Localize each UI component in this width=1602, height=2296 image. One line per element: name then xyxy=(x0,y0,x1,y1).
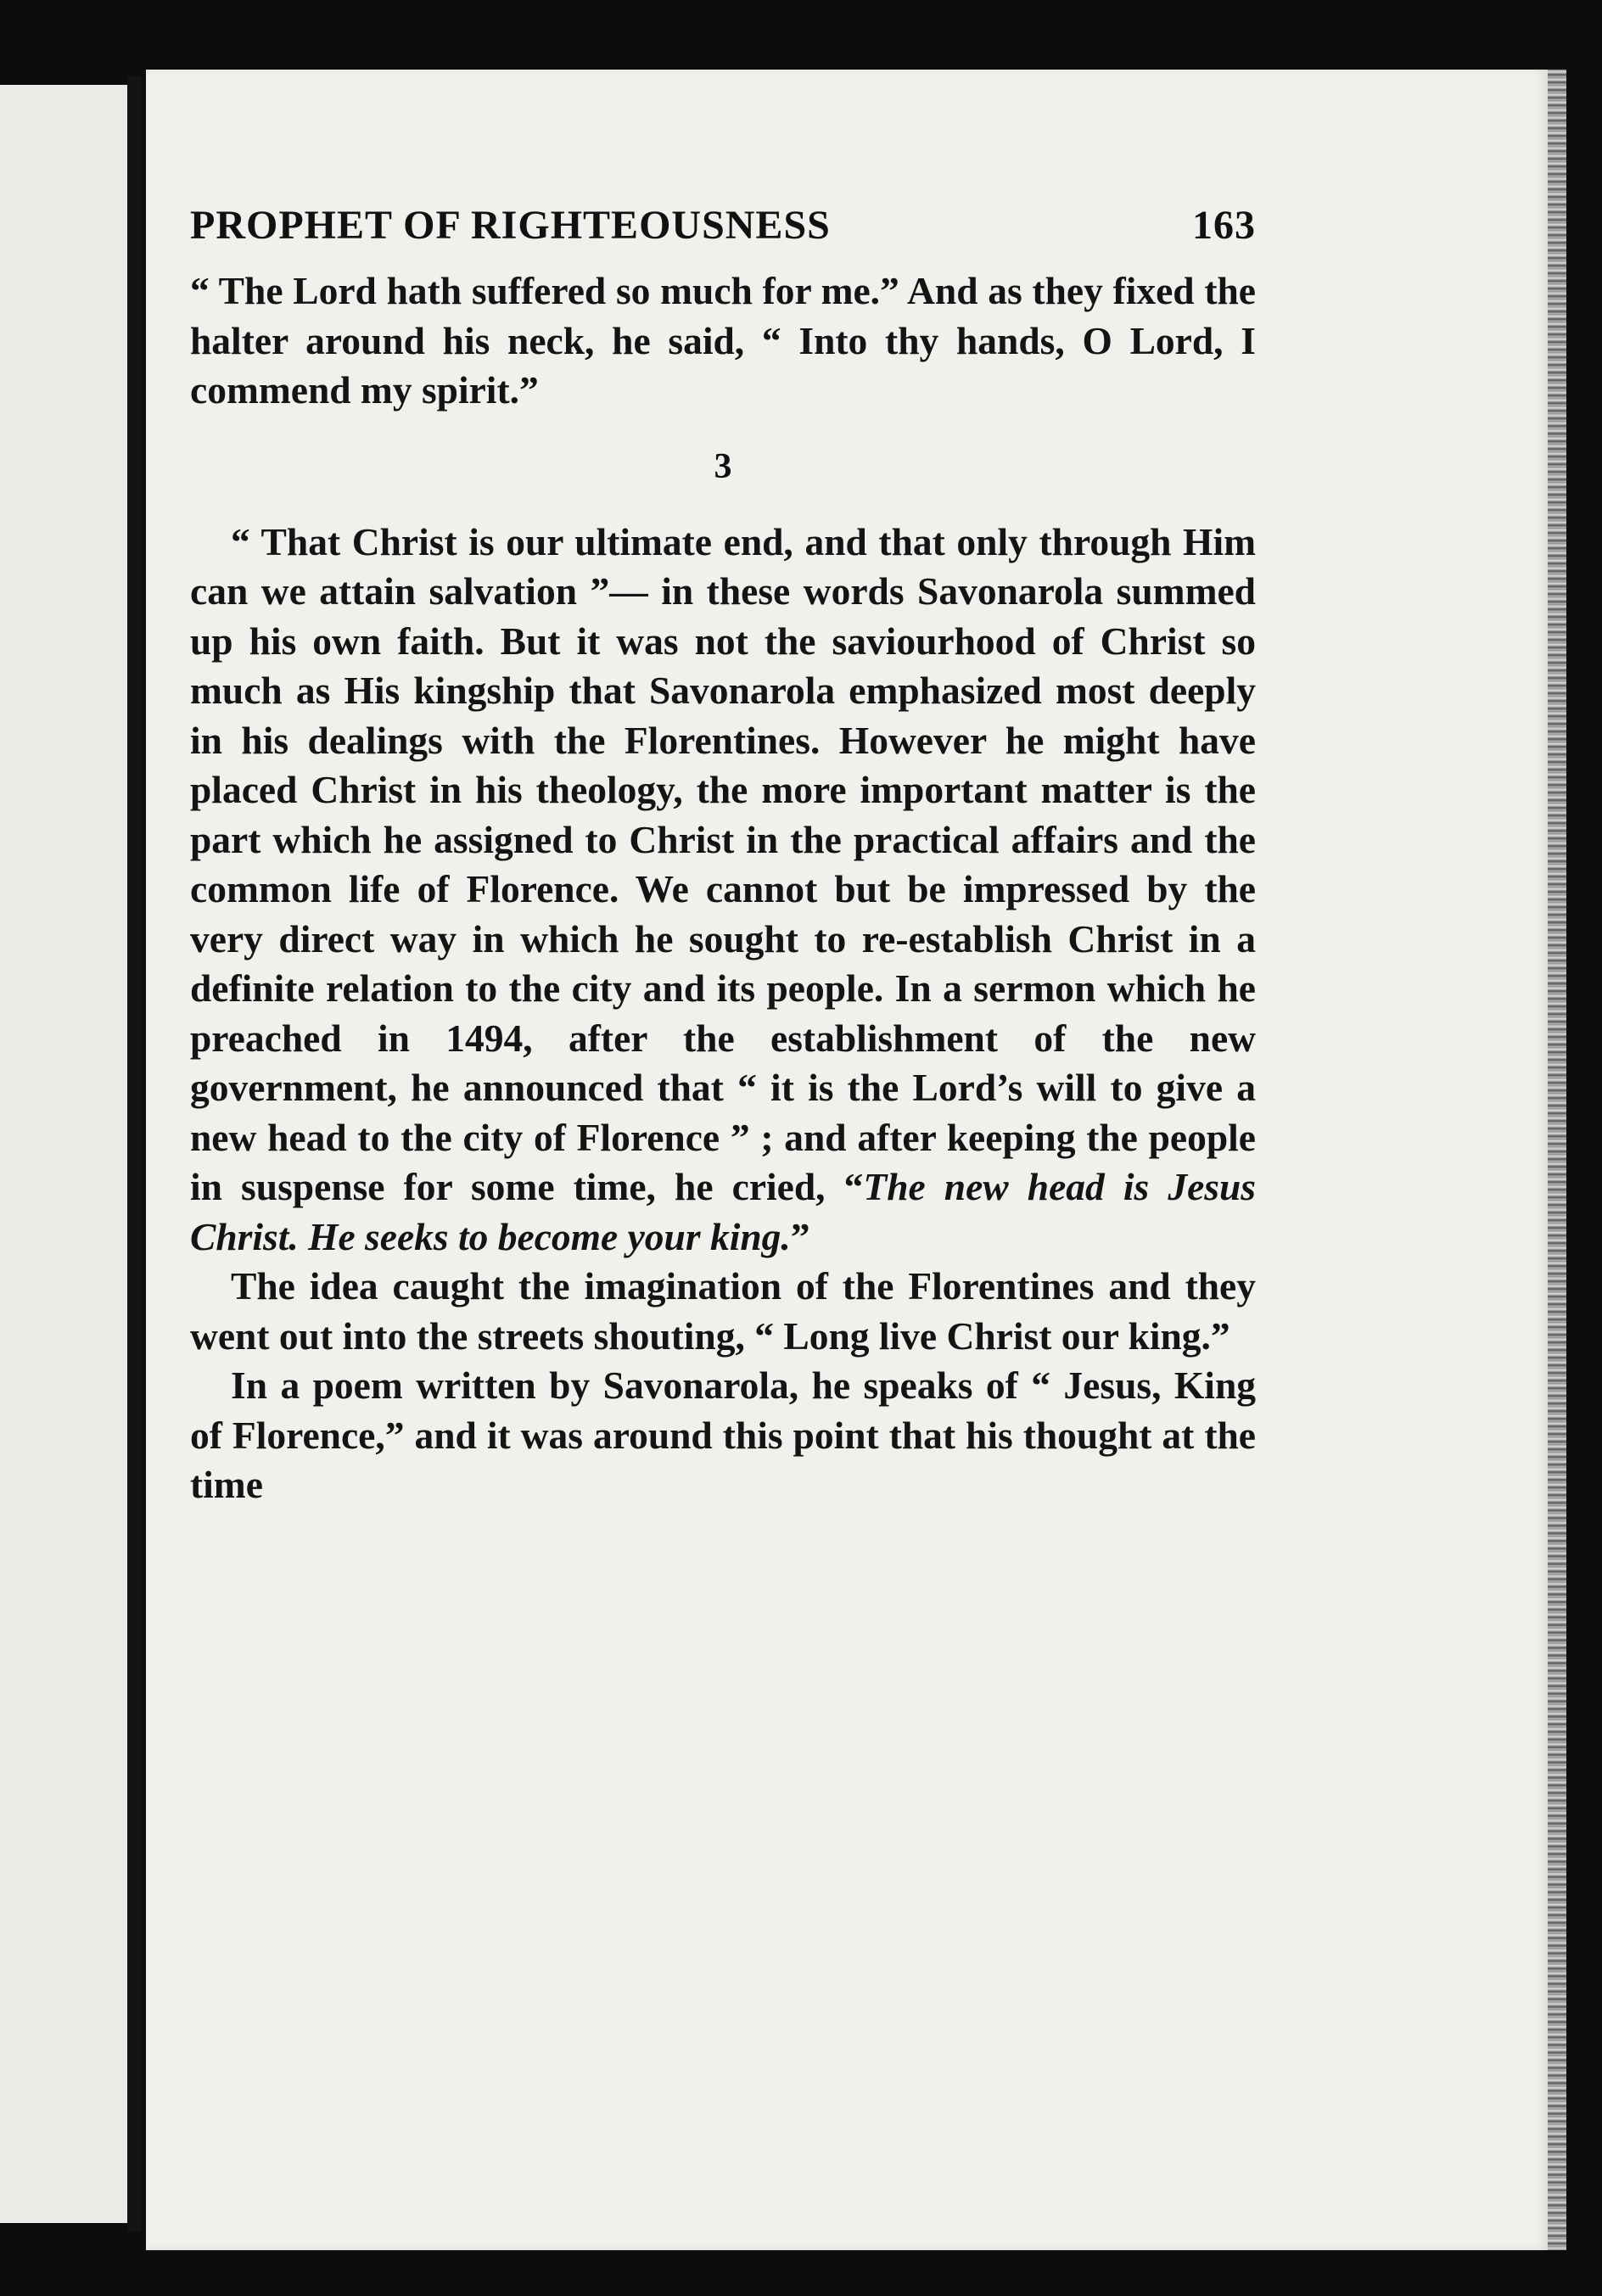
italic-quotation: The new head is Jesus Christ. He seeks to become your king. xyxy=(190,1165,1257,1258)
page-number: 163 xyxy=(1192,203,1256,248)
running-head xyxy=(190,185,1256,266)
paragraph-poem: In a poem written by Savonarola, he speaks of “ Jesus, King of Florence,” and it was around this point that his thought at the time xyxy=(190,1364,1256,1506)
page-text-block xyxy=(190,185,1256,1510)
running-head-title: PROPHET OF RIGHTEOUSNESS xyxy=(190,203,831,248)
body-text xyxy=(190,266,1256,1510)
page-edge-stack xyxy=(1548,70,1566,2250)
paragraph-florentines: The idea caught the imagination of the Florentines and they went out into the streets shouting, “ Long live Christ our king.” xyxy=(190,1264,1256,1358)
closing-quote: ” xyxy=(790,1214,810,1258)
facing-page-edge xyxy=(0,85,127,2223)
book-gutter xyxy=(127,76,141,2232)
section-number: 3 xyxy=(714,446,732,486)
paragraph-quote-ending: “ The Lord hath suffered so much for me.” And as they fixed the halter around his neck, he said, “ Into thy hands, O Lord, I commend my spirit.” xyxy=(190,269,1256,412)
paragraph-kingship xyxy=(190,518,1256,1263)
paragraph-kingship-text: “ That Christ is our ultimate end, and that only through Him can we attain salvation ”— in these words Savonarola summed up his own faith. But it was not the saviourhood of Christ so much as His kingship that Savonarola emphasized most deeply in his dealings with the Florentines. However he might have placed Christ in his theology, the more important matter is the part which he assigned to Christ in the practical affairs and the common life of Florence. We cannot but be impressed by the very direct way in which he sought to re-establish Christ in a definite relation to the city and its people. In a sermon which he preached in 1494, after the establishment of the new government, he announced that “ it is the Lord’s will to give a new head to the city of Florence ” ; and after keeping the people in suspense for some time, he cried, “ xyxy=(190,519,1256,1208)
